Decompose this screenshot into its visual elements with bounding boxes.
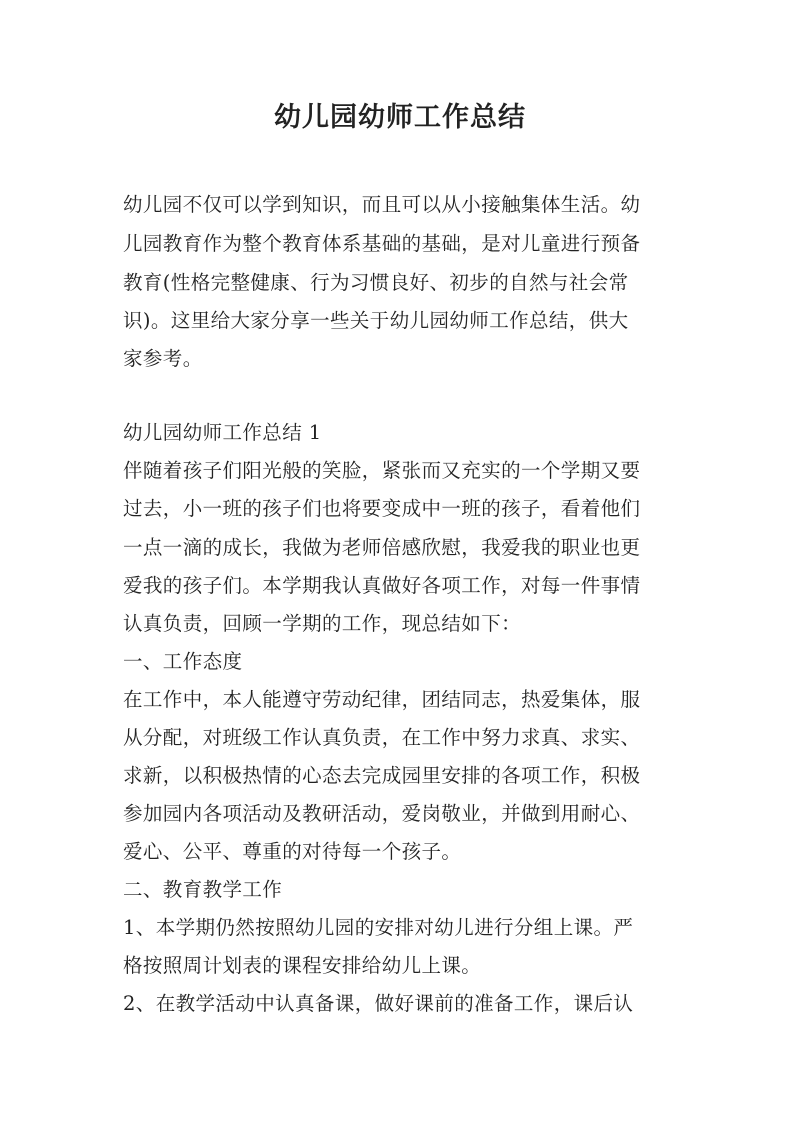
text-line: 过去，小一班的孩子们也将要变成中一班的孩子，看着他们: [123, 497, 641, 520]
text-line: 求新，以积极热情的心态去完成园里安排的各项工作，积极: [123, 764, 641, 787]
text-line: 伴随着孩子们阳光般的笑脸，紧张而又充实的一个学期又要: [123, 459, 641, 482]
subheading: 二、教育教学工作: [123, 878, 283, 901]
text-line: 一点一滴的成长，我做为老师倍感欣慰，我爱我的职业也更: [123, 536, 641, 559]
text-line: 教育(性格完整健康、行为习惯良好、初步的自然与社会常: [123, 271, 629, 294]
text-line: 格按照周计划表的课程安排给幼儿上课。: [123, 954, 482, 977]
subheading: 一、工作态度: [123, 650, 243, 673]
text-line: 从分配，对班级工作认真负责，在工作中努力求真、求实、: [123, 726, 641, 749]
text-line: 幼儿园不仅可以学到知识，而且可以从小接触集体生活。幼: [123, 193, 641, 216]
text-line: 认真负责，回顾一学期的工作，现总结如下：: [123, 612, 522, 635]
document-title: 幼儿园幼师工作总结: [274, 102, 526, 133]
text-line: 儿园教育作为整个教育体系基础的基础，是对儿童进行预备: [123, 232, 641, 255]
section-heading: 幼儿园幼师工作总结 1: [123, 421, 322, 444]
text-line: 参加园内各项活动及教研活动，爱岗敬业，并做到用耐心、: [123, 802, 641, 825]
text-line: 爱心、公平、尊重的对待每一个孩子。: [123, 840, 462, 863]
text-line: 2、在教学活动中认真备课，做好课前的准备工作，课后认: [123, 992, 634, 1015]
text-line: 识)。这里给大家分享一些关于幼儿园幼师工作总结，供大: [123, 309, 629, 332]
text-line: 家参考。: [123, 347, 203, 370]
text-line: 1、本学期仍然按照幼儿园的安排对幼儿进行分组上课。严: [123, 916, 634, 939]
text-line: 爱我的孩子们。本学期我认真做好各项工作，对每一件事情: [123, 574, 641, 597]
text-line: 在工作中，本人能遵守劳动纪律，团结同志，热爱集体，服: [123, 688, 641, 711]
